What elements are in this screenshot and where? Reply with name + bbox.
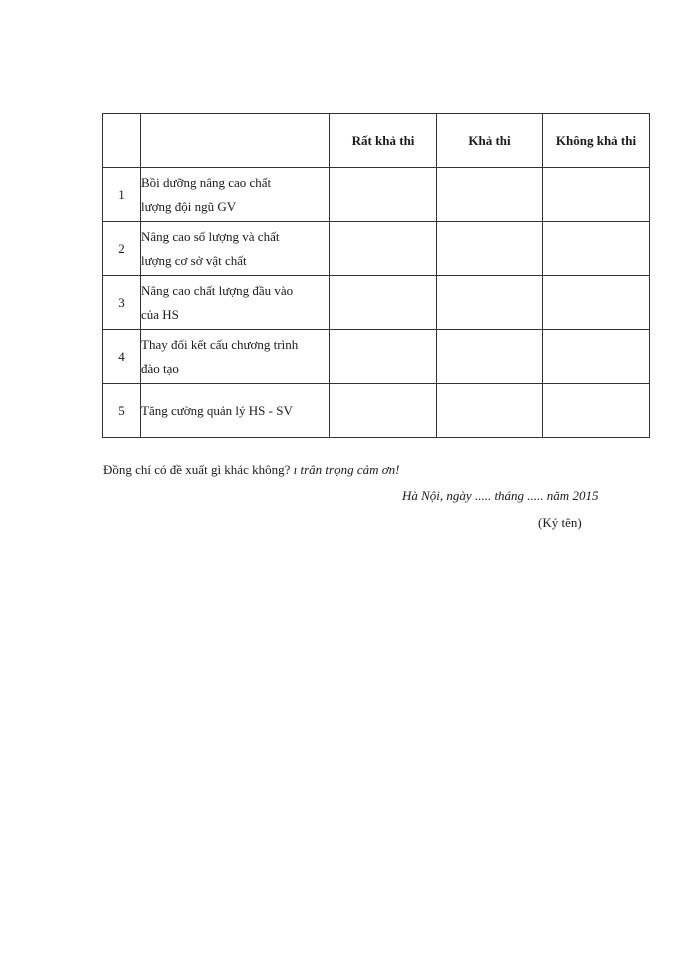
row-number: 2	[103, 222, 141, 276]
row-item	[141, 168, 330, 222]
header-very-feasible: Rất khả thi	[330, 114, 437, 168]
row-item-line: Tăng cường quản lý HS - SV	[141, 402, 293, 418]
cell-feasible[interactable]	[437, 222, 543, 276]
row-item-line: Thay đổi kết cấu chương trình	[141, 336, 299, 352]
cell-feasible[interactable]	[437, 330, 543, 384]
row-item-line: Nâng cao số lượng và chất	[141, 228, 280, 244]
signature-label: (Ký tên)	[538, 515, 582, 530]
header-feasible: Khả thi	[437, 114, 543, 168]
cell-not-feasible[interactable]	[543, 168, 650, 222]
header-not-feasible: Không khả thi	[543, 114, 650, 168]
row-item-line: của HS	[141, 306, 179, 322]
row-item-line: đào tạo	[141, 360, 179, 376]
cell-very-feasible[interactable]	[330, 330, 437, 384]
suggestion-question	[103, 462, 400, 478]
survey-table	[102, 113, 650, 438]
row-item-line: lượng cơ sở vật chất	[141, 252, 247, 268]
cell-feasible[interactable]	[437, 168, 543, 222]
cell-very-feasible[interactable]	[330, 384, 437, 438]
table-header-row	[103, 114, 650, 168]
row-item-line: Nâng cao chất lượng đầu vào	[141, 282, 294, 298]
table-row	[103, 276, 650, 330]
row-item-line: lượng đội ngũ GV	[141, 198, 237, 214]
row-number: 5	[103, 384, 141, 438]
thanks-text: ı trân trọng cảm ơn!	[293, 462, 400, 477]
table-row	[103, 168, 650, 222]
cell-not-feasible[interactable]	[543, 384, 650, 438]
row-item	[141, 222, 330, 276]
row-item	[141, 276, 330, 330]
row-number: 3	[103, 276, 141, 330]
header-item	[141, 114, 330, 168]
cell-not-feasible[interactable]	[543, 330, 650, 384]
cell-feasible[interactable]	[437, 384, 543, 438]
cell-not-feasible[interactable]	[543, 222, 650, 276]
row-item	[141, 330, 330, 384]
cell-feasible[interactable]	[437, 276, 543, 330]
row-number: 4	[103, 330, 141, 384]
row-item-line: Bồi dưỡng nâng cao chất	[141, 174, 272, 190]
cell-very-feasible[interactable]	[330, 276, 437, 330]
table-row	[103, 222, 650, 276]
table-row	[103, 384, 650, 438]
row-item	[141, 384, 330, 438]
header-number	[103, 114, 141, 168]
cell-very-feasible[interactable]	[330, 168, 437, 222]
cell-not-feasible[interactable]	[543, 276, 650, 330]
cell-very-feasible[interactable]	[330, 222, 437, 276]
row-number: 1	[103, 168, 141, 222]
date-line: Hà Nội, ngày ..... tháng ..... năm 2015	[402, 488, 599, 503]
table-row	[103, 330, 650, 384]
question-text: Đồng chí có đề xuất gì khác không?	[103, 462, 291, 477]
